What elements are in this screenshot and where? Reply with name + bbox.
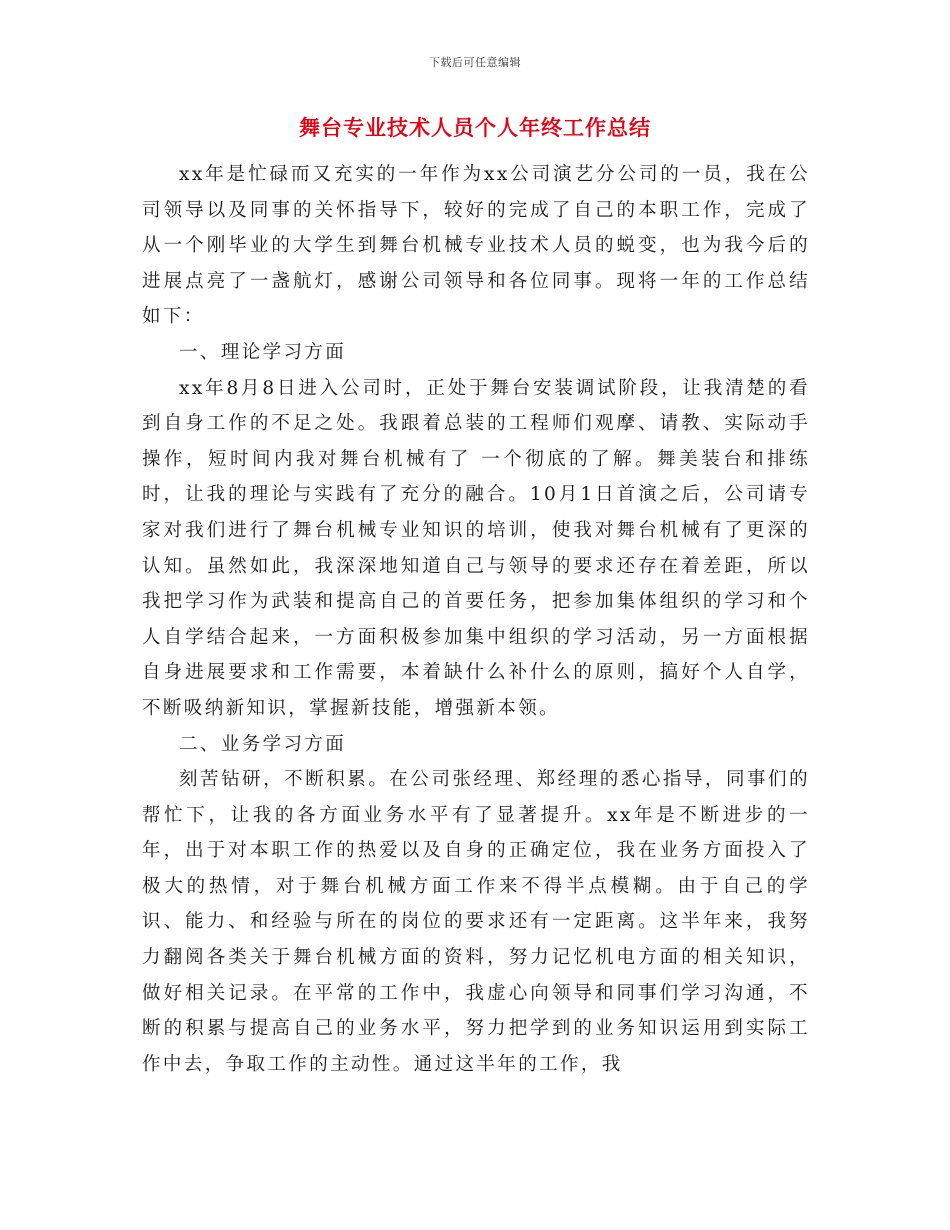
theory-paragraph: xx年8月8日进入公司时，正处于舞台安装调试阶段，让我清楚的看到自身工作的不足之处。我跟着总装的工程师们观摩、请教、实际动手操作，短时间内我对舞台机械有了 一个彻底的了解。舞美装台和排练时，让我的理论与实践有了充分的融合。10月1日首演之后，公司请专家对我们进行了舞台机械专业知识的培训，使我对舞台机械有了更深的认知。虽然如此，我深深地知道自己与领导的要求还存在着差距，所以我把学习作为武装和提高自己的首要任务，把参加集体组织的学习和个人自学结合起来，一方面积极参加集中组织的学习活动，另一方面根据自身进展要求和工作需要，本着缺什么补什么的原则，搞好个人自学，不断吸纳新知识，掌握新技能，增强新本领。	[142, 377, 810, 719]
business-paragraph: 刻苦钻研，不断积累。在公司张经理、郑经理的悉心指导，同事们的帮忙下，让我的各方面业务水平有了显著提升。xx年是不断进步的一年，出于对本职工作的热爱以及自身的正确定位，我在业务方面投入了极大的热情，对于舞台机械方面工作来不得半点模糊。由于自己的学识、能力、和经验与所在的岗位的要求还有一定距离。这半年来，我努力翻阅各类关于舞台机械方面的资料，努力记忆机电方面的相关知识，做好相关记录。在平常的工作中，我虚心向领导和同事们学习沟通，不断的积累与提高自己的业务水平，努力把学到的业务知识运用到实际工作中去，争取工作的主动性。通过这半年的工作，我	[142, 769, 810, 1075]
document-title: 舞台专业技术人员个人年终工作总结	[299, 115, 651, 140]
section-heading-business: 二、业务学习方面	[179, 733, 347, 755]
document-body	[142, 157, 810, 1082]
header-note: 下载后可任意编辑	[429, 56, 521, 69]
intro-paragraph: xx年是忙碌而又充实的一年作为xx公司演艺分公司的一员，我在公司领导以及同事的关怀指导下，较好的完成了自己的本职工作，完成了从一个刚毕业的大学生到舞台机械专业技术人员的蜕变，也为我今后的进展点亮了一盏航灯，感谢公司领导和各位同事。现将一年的工作总结如下：	[142, 164, 810, 328]
section-heading-theory: 一、理论学习方面	[179, 341, 347, 363]
